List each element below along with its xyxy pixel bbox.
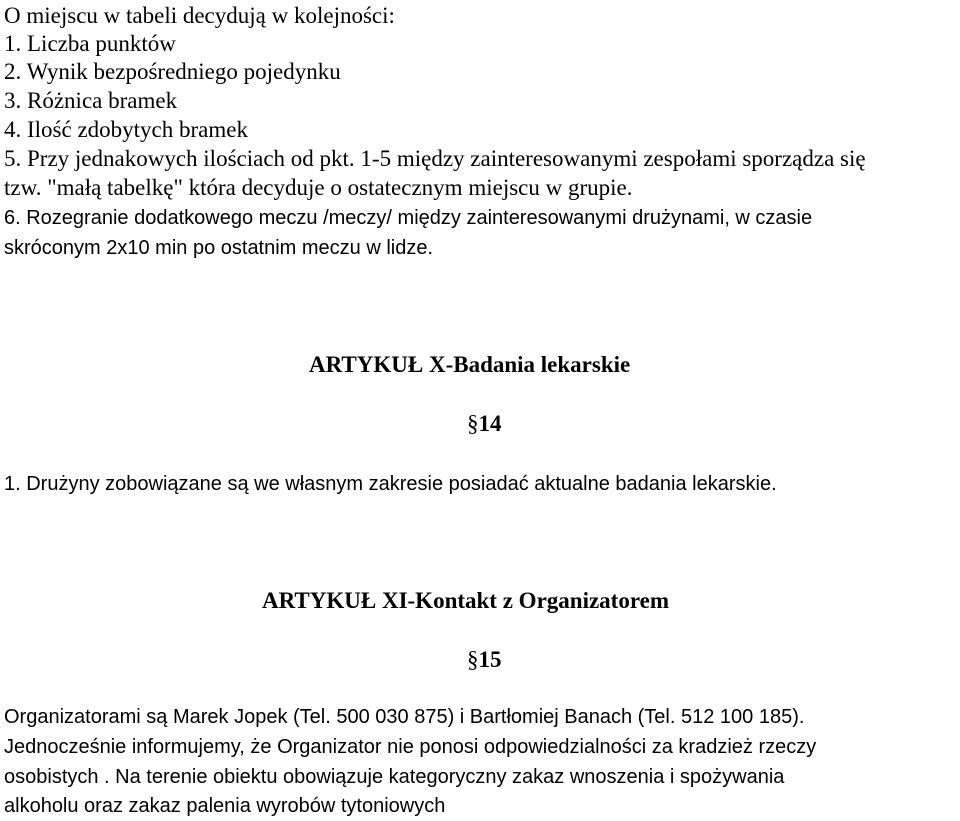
ranking-item-1: 1. Liczba punktów (4, 31, 176, 56)
ranking-item-4: 4. Ilość zdobytych bramek (4, 117, 248, 142)
ranking-item-5: 5. Przy jednakowych ilościach od pkt. 1-5 między zainteresowanymi zespołami sporządza się (4, 146, 866, 171)
paragraph-number: 15 (478, 647, 502, 672)
paragraph-14-mark (467, 412, 502, 435)
paragraph-sign: § (467, 411, 479, 436)
organizers-line: Organizatorami są Marek Jopek (Tel. 500 030 875) i Bartłomiej Banach (Tel. 512 100 185). (4, 706, 805, 728)
ranking-item-3: 3. Różnica bramek (4, 88, 178, 113)
prohibition-line-continued: alkoholu oraz zakaz palenia wyrobów tytoniowych (4, 795, 446, 817)
ranking-item-2: 2. Wynik bezpośredniego pojedynku (4, 59, 341, 84)
ranking-item-5-continued: tzw. "małą tabelkę" która decyduje o ostatecznym miejscu w grupie. (4, 175, 633, 200)
article-10-heading: ARTYKUŁ X-Badania lekarskie (309, 352, 631, 377)
paragraph-15-mark (467, 648, 502, 671)
liability-line: Jednocześnie informujemy, że Organizator nie ponosi odpowiedzialności za kradzież rzeczy (4, 736, 817, 758)
ranking-item-6-line-1: 6. Rozegranie dodatkowego meczu /meczy/ między zainteresowanymi drużynami, w czasie (4, 207, 813, 229)
paragraph-sign: § (467, 647, 479, 672)
article-11-heading: ARTYKUŁ XI-Kontakt z Organizatorem (262, 588, 669, 613)
ranking-item-6-line-2: skróconym 2x10 min po ostatnim meczu w lidze. (4, 237, 434, 259)
ranking-intro: O miejscu w tabeli decydują w kolejności: (4, 3, 395, 28)
article-10-text: 1. Drużyny zobowiązane są we własnym zakresie posiadać aktualne badania lekarskie. (4, 473, 777, 495)
paragraph-number: 14 (478, 411, 502, 436)
prohibition-line: osobistych . Na terenie obiektu obowiązuje kategoryczny zakaz wnoszenia i spożywania (4, 766, 785, 788)
